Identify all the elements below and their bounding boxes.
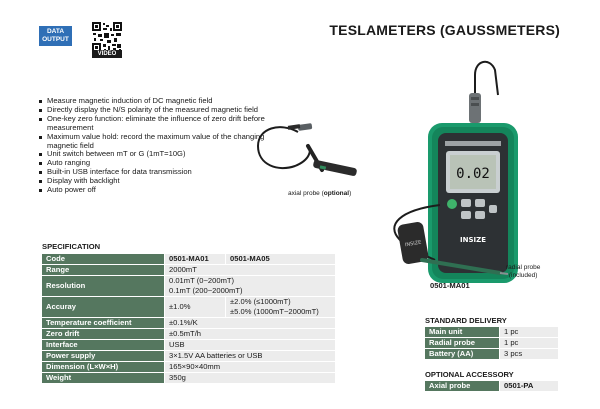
delivery-label: Main unit: [425, 327, 500, 338]
spec-code-1: 0501-MA01: [165, 254, 226, 265]
spec-label: Accuray: [42, 297, 165, 318]
spec-value: ±2.0% (≤1000mT) ±5.0% (1000mT~2000mT): [226, 297, 336, 318]
table-row: [42, 265, 336, 276]
spec-label: Weight: [42, 373, 165, 384]
spec-label: Temperature coefficient: [42, 318, 165, 329]
lcd-readout: 0.02: [456, 166, 490, 182]
feature-item: Unit switch between mT or G (1mT=10G): [37, 150, 272, 159]
badge-line-1: DATA: [46, 28, 65, 35]
table-row: [42, 318, 336, 329]
axial-probe-image: [250, 110, 360, 190]
delivery-heading: STANDARD DELIVERY: [425, 316, 507, 325]
video-label[interactable]: VIDEO: [92, 50, 122, 58]
table-row: [42, 254, 336, 265]
delivery-value: 3 pcs: [500, 349, 559, 360]
spec-label: Zero drift: [42, 329, 165, 340]
spec-value: 2000mT: [165, 265, 336, 276]
feature-item: Measure magnetic induction of DC magnetic field: [37, 97, 272, 106]
page-title: TESLAMETERS (GAUSSMETERS): [329, 22, 560, 38]
teslameter-device-image: [380, 55, 580, 285]
feature-item: Built-in USB interface for data transmission: [37, 168, 272, 177]
spec-code-2: 0501-MA05: [226, 254, 336, 265]
accessory-value: 0501-PA: [500, 381, 559, 392]
table-row: [425, 349, 559, 360]
spec-value: USB: [165, 340, 336, 351]
spec-table: [41, 253, 336, 384]
table-row: [42, 297, 336, 318]
delivery-label: Radial probe: [425, 338, 500, 349]
table-row: [42, 340, 336, 351]
accessory-table: [424, 380, 559, 392]
delivery-table: [424, 326, 559, 360]
spec-value: ±0.5mT/h: [165, 329, 336, 340]
badge-line-2: OUTPUT: [42, 36, 69, 43]
feature-item: Auto power off: [37, 186, 272, 195]
feature-item: Display with backlight: [37, 177, 272, 186]
spec-label: Resolution: [42, 276, 165, 297]
data-output-badge: [39, 26, 72, 46]
spec-value: 0.01mT (0~200mT) 0.1mT (200~2000mT): [165, 276, 336, 297]
delivery-label: Battery (AA): [425, 349, 500, 360]
spec-value: 165×90×40mm: [165, 362, 336, 373]
spec-label: Range: [42, 265, 165, 276]
table-row: [42, 276, 336, 297]
spec-label: Power supply: [42, 351, 165, 362]
qr-code-icon[interactable]: [92, 22, 122, 52]
spec-heading: SPECIFICATION: [42, 242, 101, 251]
svg-text:INSIZE: INSIZE: [404, 239, 422, 249]
feature-list: [37, 97, 272, 195]
spec-label: Code: [42, 254, 165, 265]
table-row: [42, 329, 336, 340]
accessory-heading: OPTIONAL ACCESSORY: [425, 370, 514, 379]
axial-probe-caption: axial probe (optional): [288, 190, 352, 197]
feature-item: Maximum value hold: record the maximum value of the changing magnetic field: [37, 133, 272, 151]
accessory-label: Axial probe: [425, 381, 500, 392]
spec-label: Dimension (L×W×H): [42, 362, 165, 373]
table-row: [425, 327, 559, 338]
feature-item: One-key zero function: eliminate the influence of zero drift before measurement: [37, 115, 272, 133]
delivery-value: 1 pc: [500, 338, 559, 349]
radial-probe-caption: radial probe (included): [506, 264, 541, 279]
spec-value: ±0.1%/K: [165, 318, 336, 329]
feature-item: Directly display the N/S polarity of the measured magnetic field: [37, 106, 272, 115]
spec-label: Interface: [42, 340, 165, 351]
table-row: [42, 373, 336, 384]
brand-logo: INSIZE: [460, 236, 486, 244]
model-caption: 0501-MA01: [430, 281, 470, 290]
table-row: [42, 351, 336, 362]
delivery-value: 1 pc: [500, 327, 559, 338]
table-row: [42, 362, 336, 373]
table-row: [425, 338, 559, 349]
spec-value: ±1.0%: [165, 297, 226, 318]
spec-value: 3×1.5V AA batteries or USB: [165, 351, 336, 362]
spec-value: 350g: [165, 373, 336, 384]
feature-item: Auto ranging: [37, 159, 272, 168]
table-row: [425, 381, 559, 392]
